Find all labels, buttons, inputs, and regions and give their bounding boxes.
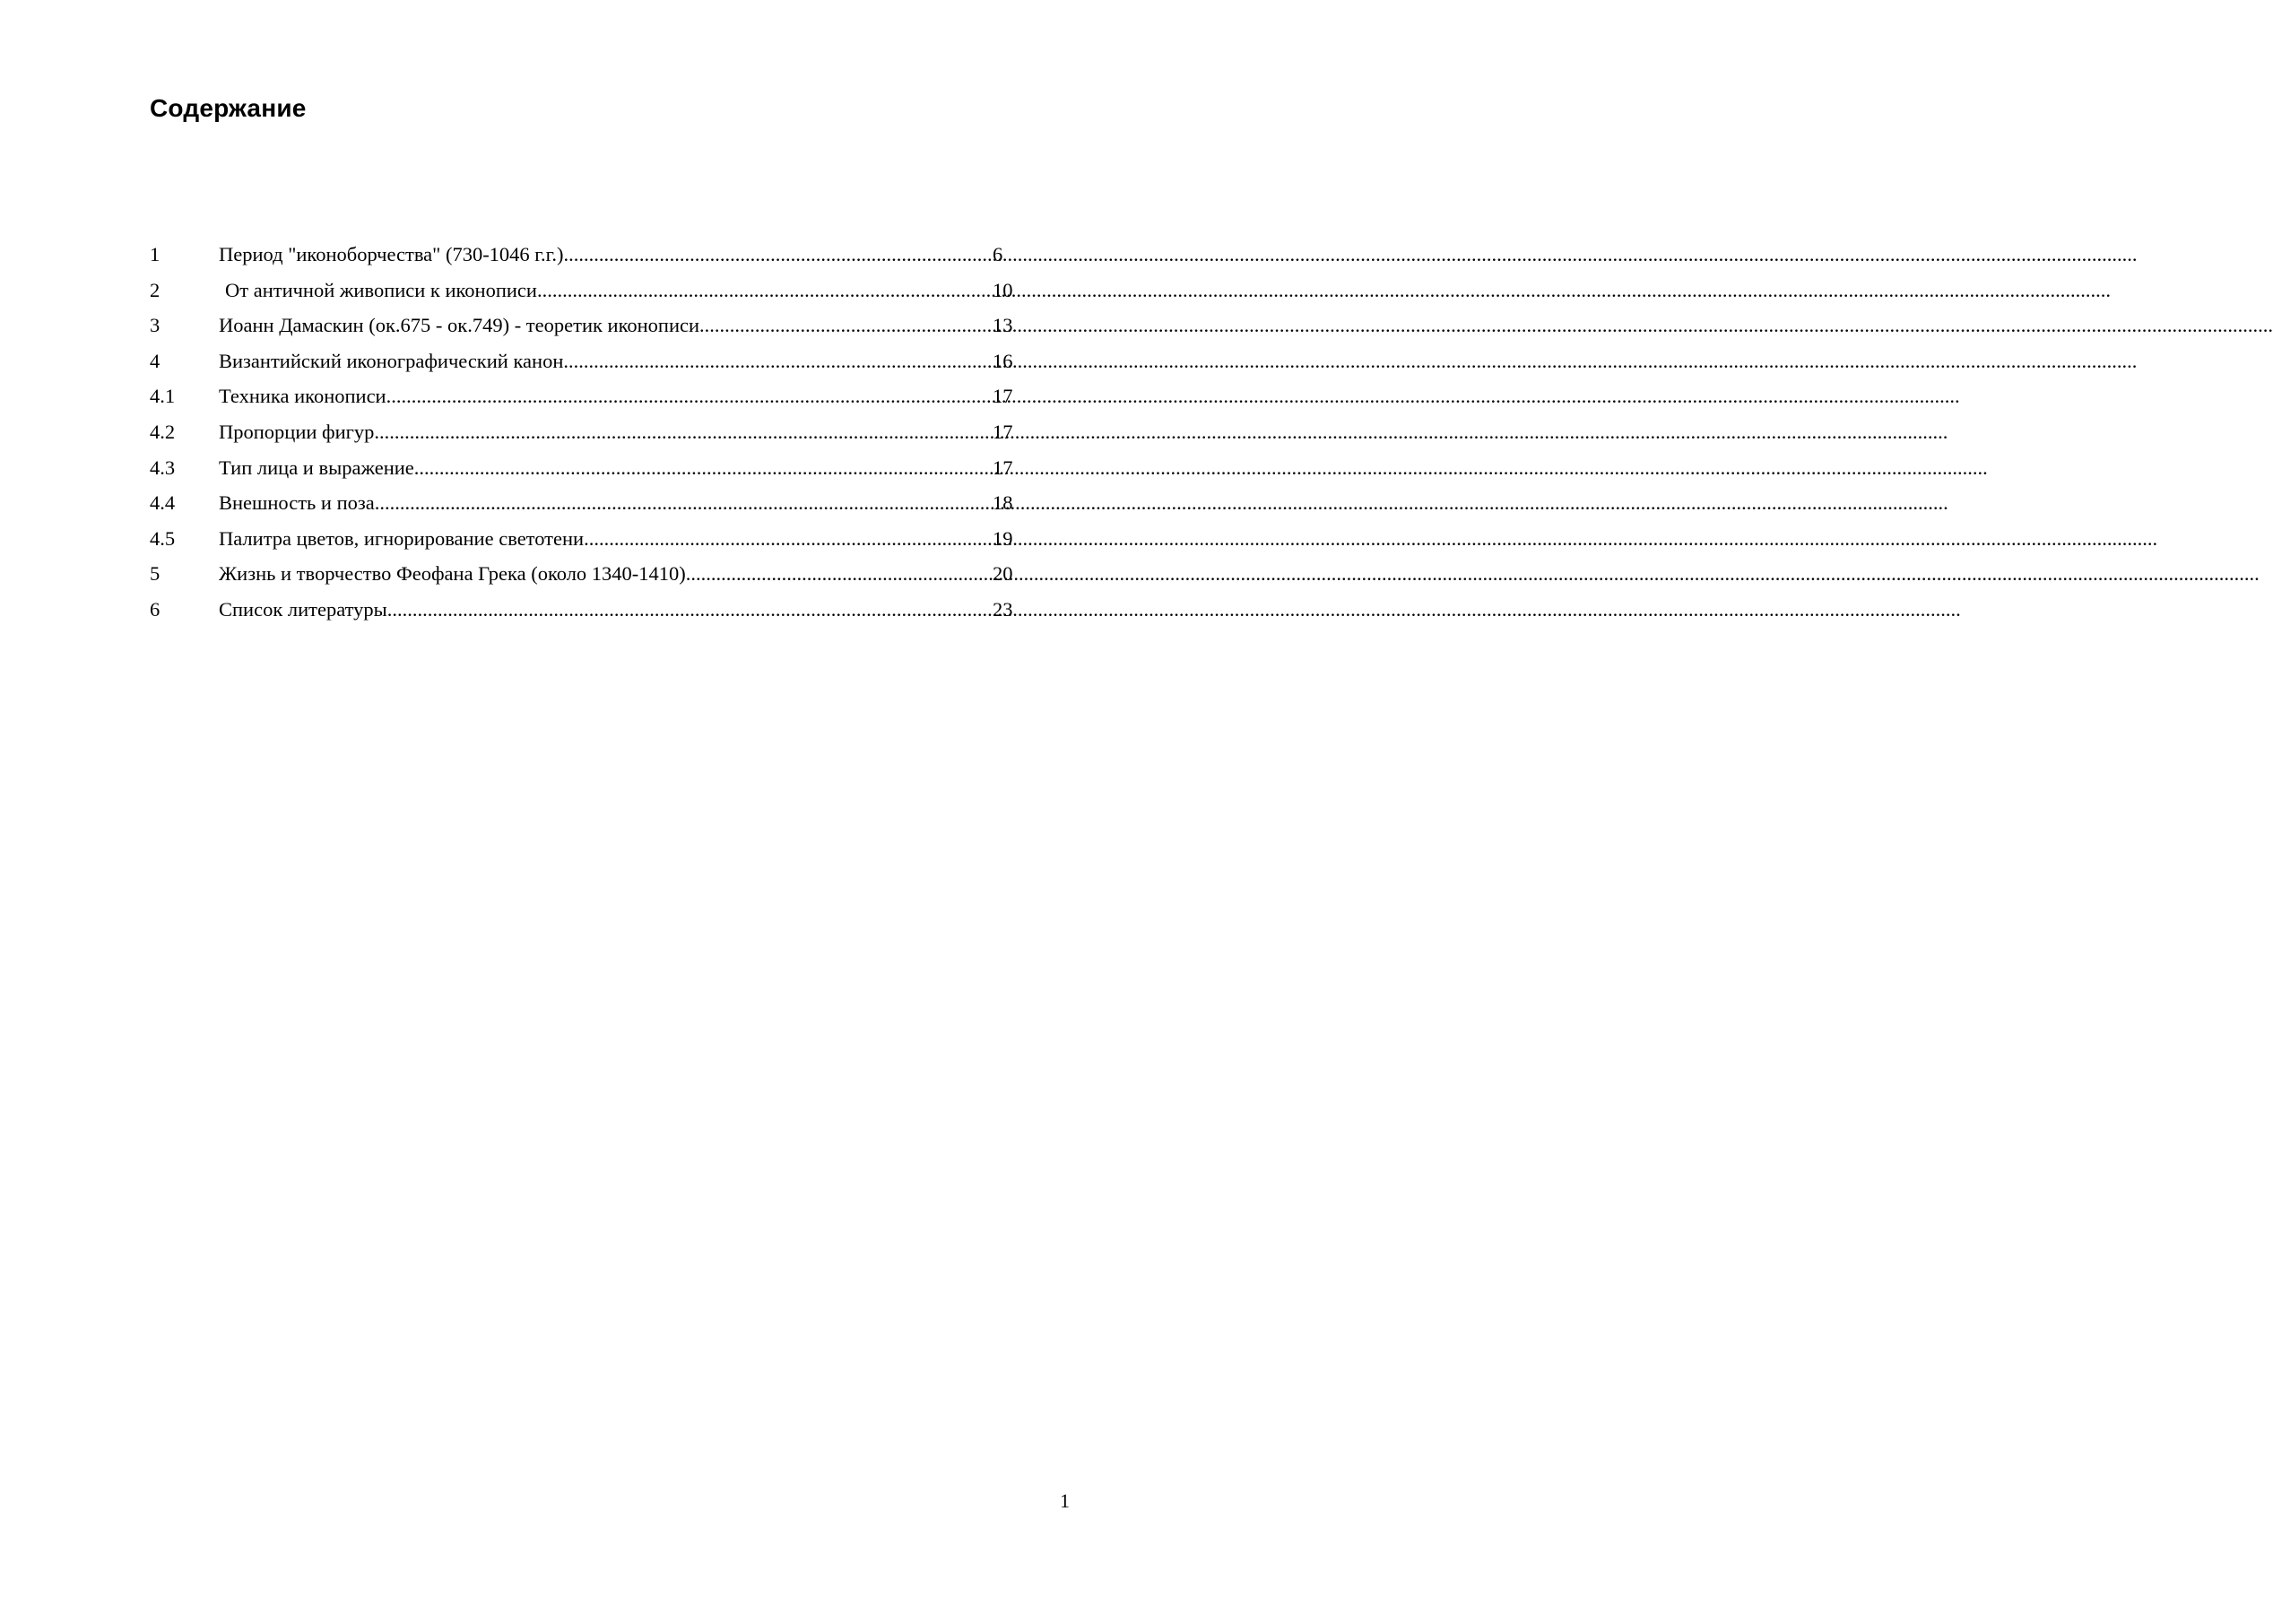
toc-entry-page[interactable]: 13: [993, 314, 1013, 337]
toc-entry[interactable]: [150, 556, 1028, 592]
toc-entry-title[interactable]: От античной живописи к иконописи: [225, 278, 537, 301]
toc-entry-number: 4.3: [150, 456, 176, 479]
toc-dot-leader: [686, 556, 984, 592]
toc-entry-title[interactable]: Период "иконоборчества" (730-1046 г.г.): [219, 243, 564, 265]
toc-entry-title[interactable]: Тип лица и выражение: [219, 456, 414, 479]
toc-entry[interactable]: [150, 450, 1028, 486]
toc-entry[interactable]: [150, 308, 1028, 343]
toc-dot-leader: [387, 592, 984, 628]
toc-dot-leader: [386, 378, 984, 414]
toc-dot-leader: [374, 414, 984, 450]
toc-entry-title[interactable]: Внешность и поза: [219, 491, 375, 515]
toc-entry-page[interactable]: 10: [993, 278, 1013, 301]
toc-entry-page[interactable]: 20: [993, 562, 1013, 586]
toc-entry-number: 4.4: [150, 491, 176, 515]
toc-entry[interactable]: [150, 237, 1028, 273]
toc-dot-leader: [414, 450, 984, 486]
toc-entry-title[interactable]: Византийский иконографический канон: [219, 349, 564, 372]
toc-dot-leader: [563, 343, 984, 379]
toc-entry-number: 6: [150, 597, 160, 621]
toc-entry-title[interactable]: Палитра цветов, игнорирование светотени: [219, 526, 585, 550]
toc-entry[interactable]: [150, 485, 1028, 521]
toc-entry-number: 4.2: [150, 420, 176, 443]
toc-entry-page[interactable]: 16: [993, 349, 1013, 372]
toc-entry-number: 3: [150, 314, 160, 337]
toc-entry[interactable]: [150, 592, 1028, 628]
toc-entry[interactable]: [150, 378, 1028, 414]
toc-entry-number: 2: [150, 278, 160, 301]
toc-dot-leader: [563, 237, 984, 273]
toc-entry-page[interactable]: 6: [993, 243, 1003, 265]
toc-entry-number: 5: [150, 562, 160, 586]
toc-entry[interactable]: [150, 343, 1028, 379]
toc-entry[interactable]: [150, 521, 1028, 557]
toc-entry-page[interactable]: 17: [993, 420, 1013, 443]
toc-entry-title[interactable]: Техника иконописи: [219, 385, 386, 408]
toc-entry[interactable]: [150, 414, 1028, 450]
toc-entry-title[interactable]: Жизнь и творчество Феофана Грека (около 1340-1410): [219, 562, 686, 586]
toc-dot-leader: [699, 308, 984, 343]
toc-dot-leader: [375, 485, 984, 521]
toc-dot-leader: [584, 521, 984, 557]
toc-entry-page[interactable]: 17: [993, 385, 1013, 408]
toc-entry-title[interactable]: Пропорции фигур: [219, 420, 375, 443]
toc-dot-leader: [537, 273, 984, 308]
toc-entry-page[interactable]: 18: [993, 491, 1013, 515]
toc-heading: Содержание: [150, 94, 307, 122]
toc-entry[interactable]: [150, 273, 1028, 308]
toc-entry-number: 4.5: [150, 526, 176, 550]
table-of-contents: [150, 237, 1028, 628]
toc-entry-number: 1: [150, 243, 160, 265]
toc-entry-page[interactable]: 23: [993, 597, 1013, 621]
toc-entry-number: 4.1: [150, 385, 176, 408]
toc-entry-number: 4: [150, 349, 160, 372]
page-number: 1: [1060, 1489, 1070, 1512]
toc-entry-title[interactable]: Список литературы: [219, 597, 387, 621]
toc-entry-page[interactable]: 17: [993, 456, 1013, 479]
toc-entry-page[interactable]: 19: [993, 526, 1013, 550]
toc-entry-title[interactable]: Иоанн Дамаскин (ок.675 - ок.749) - теоретик иконописи: [219, 314, 700, 337]
